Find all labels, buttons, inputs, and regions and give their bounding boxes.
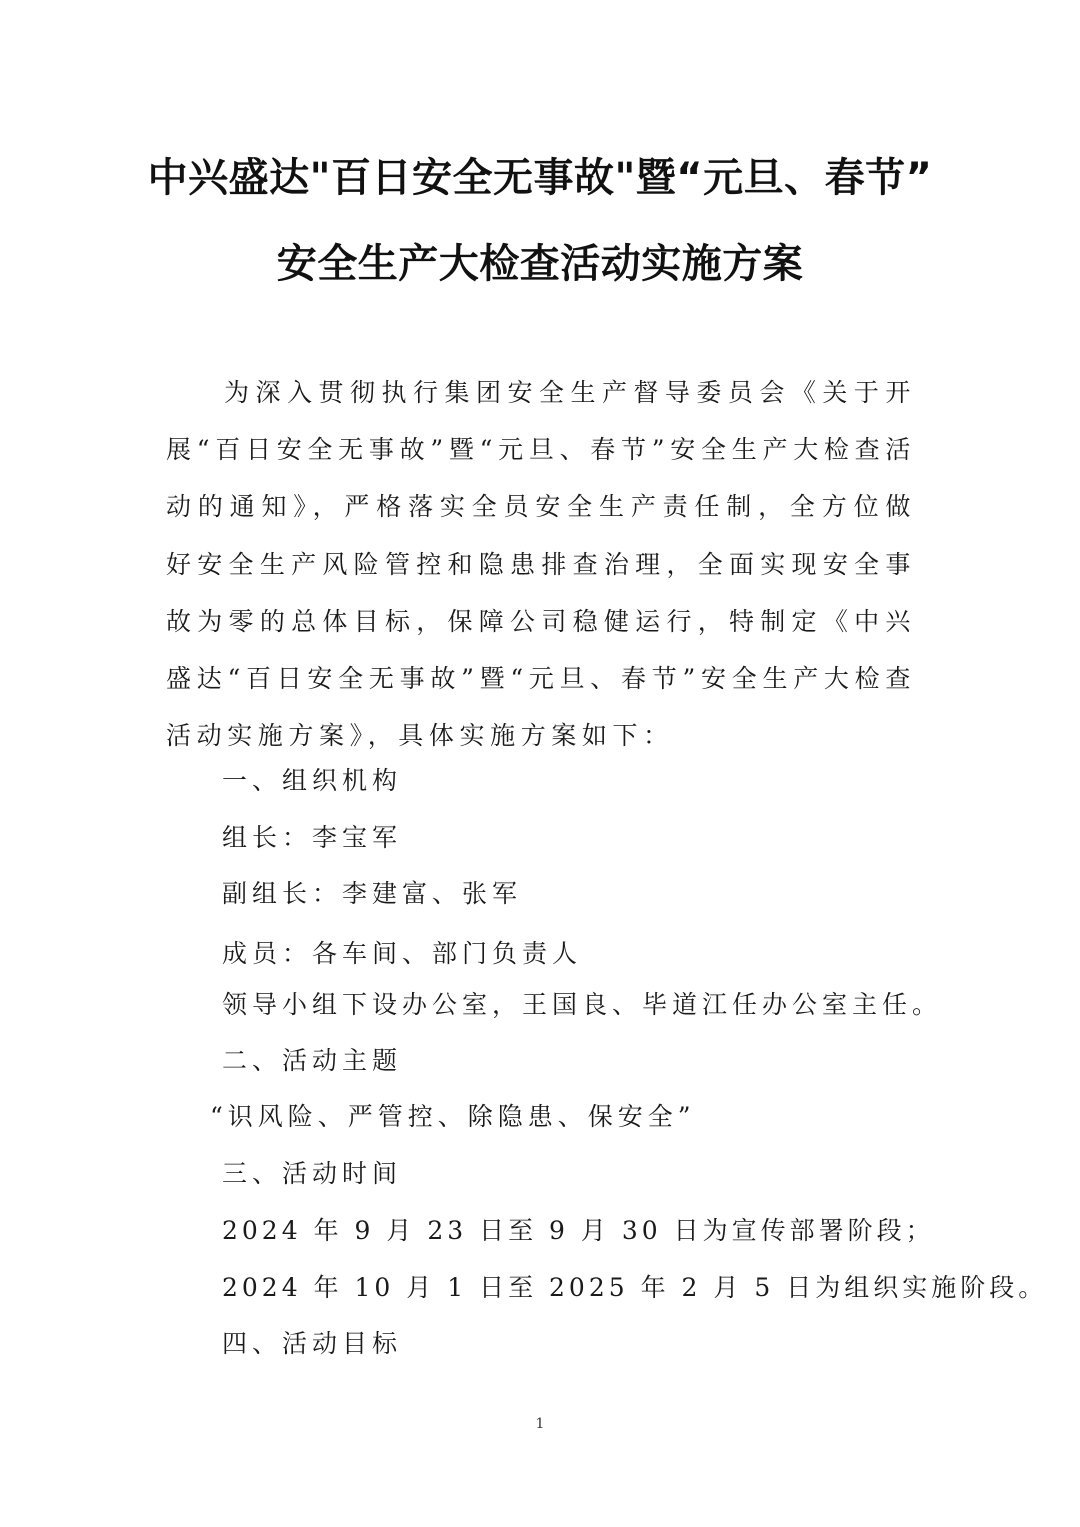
intro-paragraph: 为深入贯彻执行集团安全生产督导委员会《关于开展“百日安全无事故”暨“元旦、春节”安全生产大检查活动的通知》，严格落实全员安全生产责任制，全方位做好安全生产风险管控和隐患排查治理，全面实现安全事故为零的总体目标，保障公司稳健运行，特制定《中兴盛达“百日安全无事故”暨“元旦、春节”安全生产大检查活动实施方案》，具体实施方案如下：: [166, 378, 916, 751]
office-line: 领导小组下设办公室，王国良、毕道江任办公室主任。: [222, 990, 943, 1019]
section-heading-time: 三、活动时间: [222, 1159, 403, 1188]
leader-line: 组长：李宝军: [222, 823, 403, 852]
section-heading-theme: 二、活动主题: [222, 1046, 403, 1075]
deputy-leaders-line: 副组长：李建富、张军: [222, 879, 523, 908]
document-title-line-2: 安全生产大检查活动实施方案: [276, 241, 804, 287]
theme-line: “识风险、严管控、除隐患、保安全”: [210, 1102, 696, 1131]
page-number: 1: [535, 1416, 545, 1432]
section-heading-goal: 四、活动目标: [222, 1329, 403, 1358]
time-phase-2: 2024 年 10 月 1 日至 2025 年 2 月 5 日为组织实施阶段。: [222, 1273, 1048, 1302]
document-title-line-1: 中兴盛达"百日安全无事故"暨“元旦、春节”: [147, 155, 933, 201]
members-line: 成员：各车间、部门负责人: [222, 939, 583, 968]
time-phase-1: 2024 年 9 月 23 日至 9 月 30 日为宣传部署阶段；: [222, 1216, 935, 1245]
section-heading-organization: 一、组织机构: [222, 766, 403, 795]
